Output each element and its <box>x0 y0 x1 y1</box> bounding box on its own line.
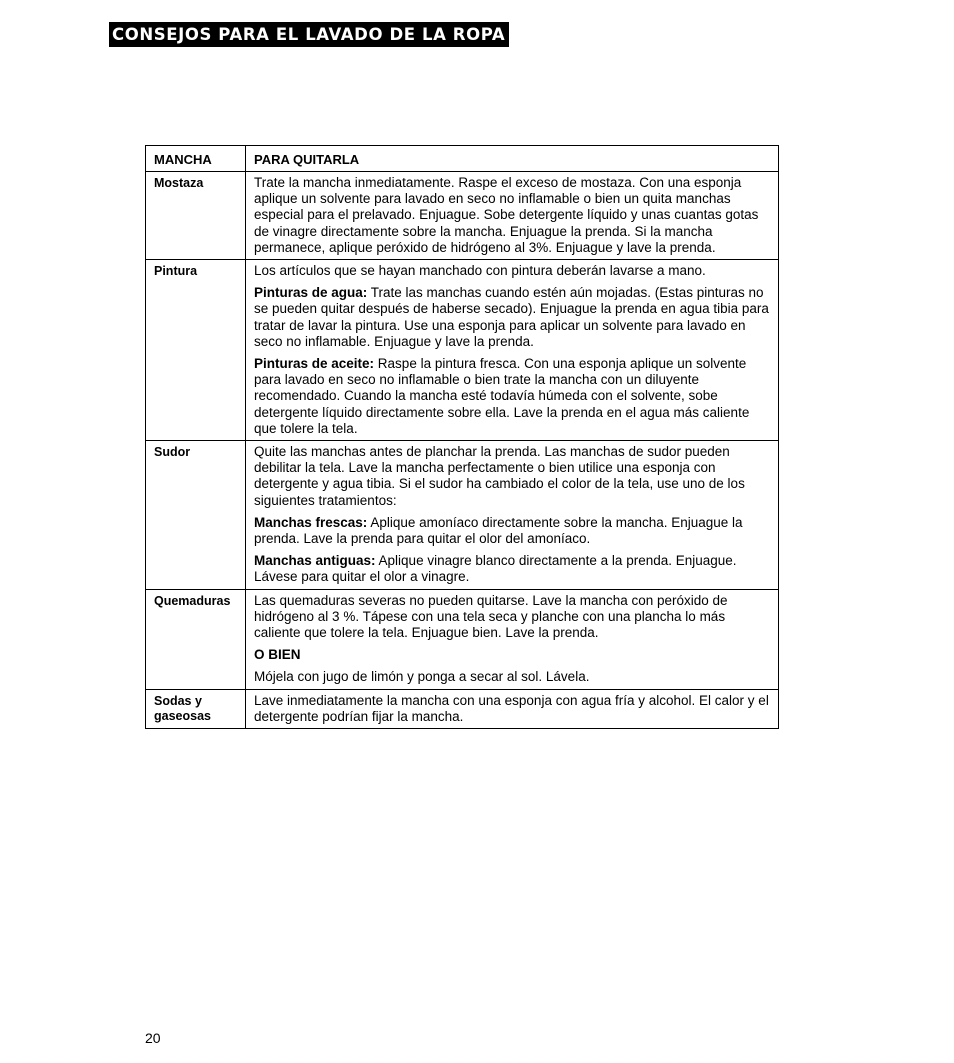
stain-name: Pintura <box>146 260 246 441</box>
remedy-text: Lave inmediatamente la mancha con una esponja con agua fría y alcohol. El calor y el detergente podrían fijar la mancha. <box>254 692 769 724</box>
table-row <box>146 441 779 590</box>
remedy-paragraph <box>254 693 770 725</box>
remedy-label: Pinturas de agua: <box>254 285 368 301</box>
stain-name: Sodas y gaseosas <box>146 689 246 728</box>
remedy-alternative-heading: O BIEN <box>254 647 301 663</box>
stain-name: Mostaza <box>146 172 246 260</box>
remedy-paragraph <box>254 593 770 642</box>
stain-remedy <box>246 689 779 728</box>
table-row <box>146 689 779 728</box>
stain-remedy <box>246 441 779 590</box>
column-header-remedy: PARA QUITARLA <box>246 146 779 172</box>
stain-name: Quemaduras <box>146 589 246 689</box>
section-banner: CONSEJOS PARA EL LAVADO DE LA ROPA <box>109 22 509 47</box>
stain-remedy <box>246 260 779 441</box>
remedy-text: Quite las manchas antes de planchar la prenda. Las manchas de sudor pueden debilitar la tela. Lave la mancha perfectamente o bien utilice una esponja con detergente y agua tibia. Si el sudor ha cambiado el color de la tela, use uno de los siguientes tratamientos: <box>254 444 745 508</box>
remedy-paragraph <box>254 444 770 509</box>
remedy-paragraph <box>254 263 770 279</box>
remedy-text: Las quemaduras severas no pueden quitarse. Lave la mancha con peróxido de hidrógeno al 3 %. Tápese con una tela seca y planche con una plancha lo más caliente que tolere la tela. Enjuague bien. Lave la prenda. <box>254 592 728 641</box>
remedy-label: Manchas antiguas: <box>254 553 376 569</box>
remedy-paragraph <box>254 285 770 350</box>
remedy-text: Los artículos que se hayan manchado con pintura deberán lavarse a mano. <box>254 263 706 279</box>
stain-remedy <box>246 589 779 689</box>
column-header-stain: MANCHA <box>146 146 246 172</box>
remedy-text: Aplique amoníaco directamente sobre la mancha. Enjuague la prenda. Lave la prenda para quitar el olor del amoníaco. <box>254 514 743 547</box>
remedy-paragraph <box>254 669 770 685</box>
stain-remedy <box>246 172 779 260</box>
remedy-paragraph <box>254 647 770 663</box>
table-header-row <box>146 146 779 172</box>
remedy-paragraph <box>254 553 770 585</box>
remedy-text: Mójela con jugo de limón y ponga a secar al sol. Lávela. <box>254 669 590 685</box>
remedy-text: Aplique vinagre blanco directamente a la prenda. Enjuague. Lávese para quitar el olor a vinagre. <box>254 553 737 585</box>
remedy-paragraph <box>254 515 770 547</box>
table-row <box>146 172 779 260</box>
stain-removal-table <box>145 145 779 729</box>
remedy-paragraph <box>254 356 770 437</box>
remedy-text: Trate las manchas cuando estén aún mojadas. (Estas pinturas no se pueden quitar después de haberse secado). Enjuague la prenda en agua tibia para tratar de lavar la pintura. Use una esponja para aplicar un solvente para lavado en seco no inflamable. Enjuague y lave la prenda. <box>254 285 769 349</box>
page-number: 20 <box>145 1030 161 1046</box>
remedy-label: Pinturas de aceite: <box>254 356 375 372</box>
table-row <box>146 589 779 689</box>
table-row <box>146 260 779 441</box>
remedy-text: Trate la mancha inmediatamente. Raspe el exceso de mostaza. Con una esponja aplique un solvente para lavado en seco no inflamable o bien un quita manchas especial para el prelavado. Enjuague. Sobe detergente líquido y unas cuantas gotas de vinagre directamente sobre la mancha. Enjuague la prenda. Si la mancha permanece, aplique peróxido de hidrógeno al 3%. Enjuague y lave la prenda. <box>254 175 759 255</box>
remedy-label: Manchas frescas: <box>254 514 368 530</box>
stain-name: Sudor <box>146 441 246 590</box>
remedy-text: Raspe la pintura fresca. Con una esponja aplique un solvente para lavado en seco no inflamable o bien trate la mancha con un diluyente recomendado. Cuando la mancha esté todavía húmeda con el solvente, sobe detergente líquido directamente sobre ella. Lave la prenda en el agua más caliente que tolere la tela. <box>254 356 750 436</box>
remedy-paragraph <box>254 175 770 256</box>
